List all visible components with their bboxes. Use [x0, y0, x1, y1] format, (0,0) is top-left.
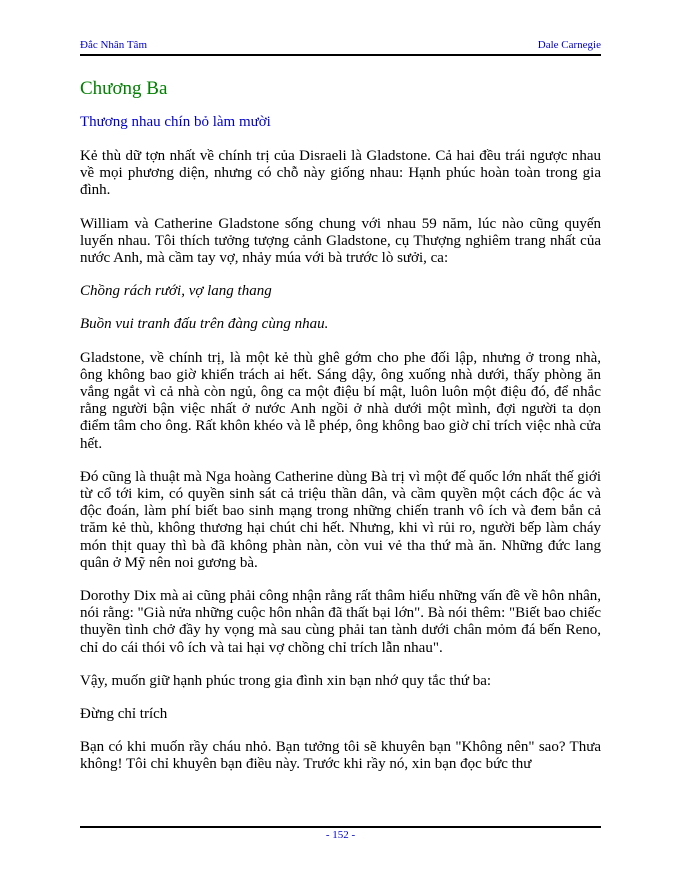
- paragraph-1: Kẻ thù dữ tợn nhất về chính trị của Disraeli là Gladstone. Cả hai đều trái ngược nhau về mọi phương diện, nhưng có chỗ này giống nhau: Hạnh phúc hoàn toàn trong gia đình.: [80, 148, 601, 199]
- document-page: [80, 0, 601, 880]
- paragraph-5: Dorothy Dix mà ai cũng phải công nhận rằng rất thâm hiểu những vấn đề về hôn nhân, nói rằng: "Già nửa những cuộc hôn nhân đã thất bại lớn". Bà nói thêm: "Biết bao chiếc thuyền tình chở đầy hy vọng mà sau cùng phải tan tành dưới chân mỏm đá bến Reno, chỉ do cái thói vô ích và tai hại vợ chồng chỉ trích lẫn nhau".: [80, 588, 601, 656]
- page-footer: [80, 826, 601, 841]
- verse-line-2: Buồn vui tranh đấu trên đàng cùng nhau.: [80, 316, 329, 333]
- chapter-subtitle: Thương nhau chín bỏ làm mười: [80, 114, 271, 130]
- chapter-title: Chương Ba: [80, 78, 168, 99]
- body-text: [80, 148, 601, 790]
- paragraph-7: Bạn có khi muốn rầy cháu nhỏ. Bạn tưởng tôi sẽ khuyên bạn "Không nên" sao? Thưa không! Tôi chỉ khuyên bạn điều này. Trước khi rầy nó, xin bạn đọc bức thư: [80, 739, 601, 773]
- page-header: [80, 39, 601, 56]
- paragraph-6: Vậy, muốn giữ hạnh phúc trong gia đình xin bạn nhớ quy tắc thứ ba:: [80, 672, 492, 689]
- rule-heading: Đừng chỉ trích: [80, 706, 168, 723]
- header-book-title: Đắc Nhân Tâm: [80, 39, 147, 51]
- verse-line-1: Chồng rách rưới, vợ lang thang: [80, 283, 272, 300]
- paragraph-2: William và Catherine Gladstone sống chung với nhau 59 năm, lúc nào cũng quyến luyến nhau. Tôi thích tưởng tượng cảnh Gladstone, cụ Thượng nghiêm trang nhất của nước Anh, mà cầm tay vợ, nhảy múa với bà trước lò sưởi, ca:: [80, 215, 601, 267]
- paragraph-4: Đó cũng là thuật mà Nga hoàng Catherine dùng Bà trị vì một đế quốc lớn nhất thế giới từ cổ tới kim, có quyền sinh sát cả triệu thần dân, và cầm quyền một cách độc ác và độc đoán, làm phí biết bao sinh mạng trong những chiến tranh vô ích và đem bắn cả trăm kẻ thù, không thương hại chút chi hết. Nhưng, khi vì rủi ro, người bếp làm cháy món thịt quay thì bà đã không phàn nàn, còn vui vẻ tha thứ mà ăn. Những đức lang quân ở Mỹ nên noi gương bà.: [80, 468, 601, 571]
- page-number: - 152 -: [325, 829, 356, 841]
- paragraph-3: Gladstone, về chính trị, là một kẻ thù ghê gớm cho phe đối lập, nhưng ở trong nhà, ông không bao giờ khiển trách ai hết. Sáng dậy, ông xuống nhà dưới, thấy phòng ăn vắng ngắt vì cả nhà còn ngủ, ông ca một điệu bí mật, luôn luôn một điệu đó, để nhắc rằng người bận việc nhất ở nước Anh ngồi ở nhà dưới một mình, đợi người ta dọn điểm tâm cho ông. Rất khôn khéo và lễ phép, ông không bao giờ chỉ trích việc nhà cửa hết.: [80, 349, 601, 452]
- header-author: Dale Carnegie: [537, 39, 601, 51]
